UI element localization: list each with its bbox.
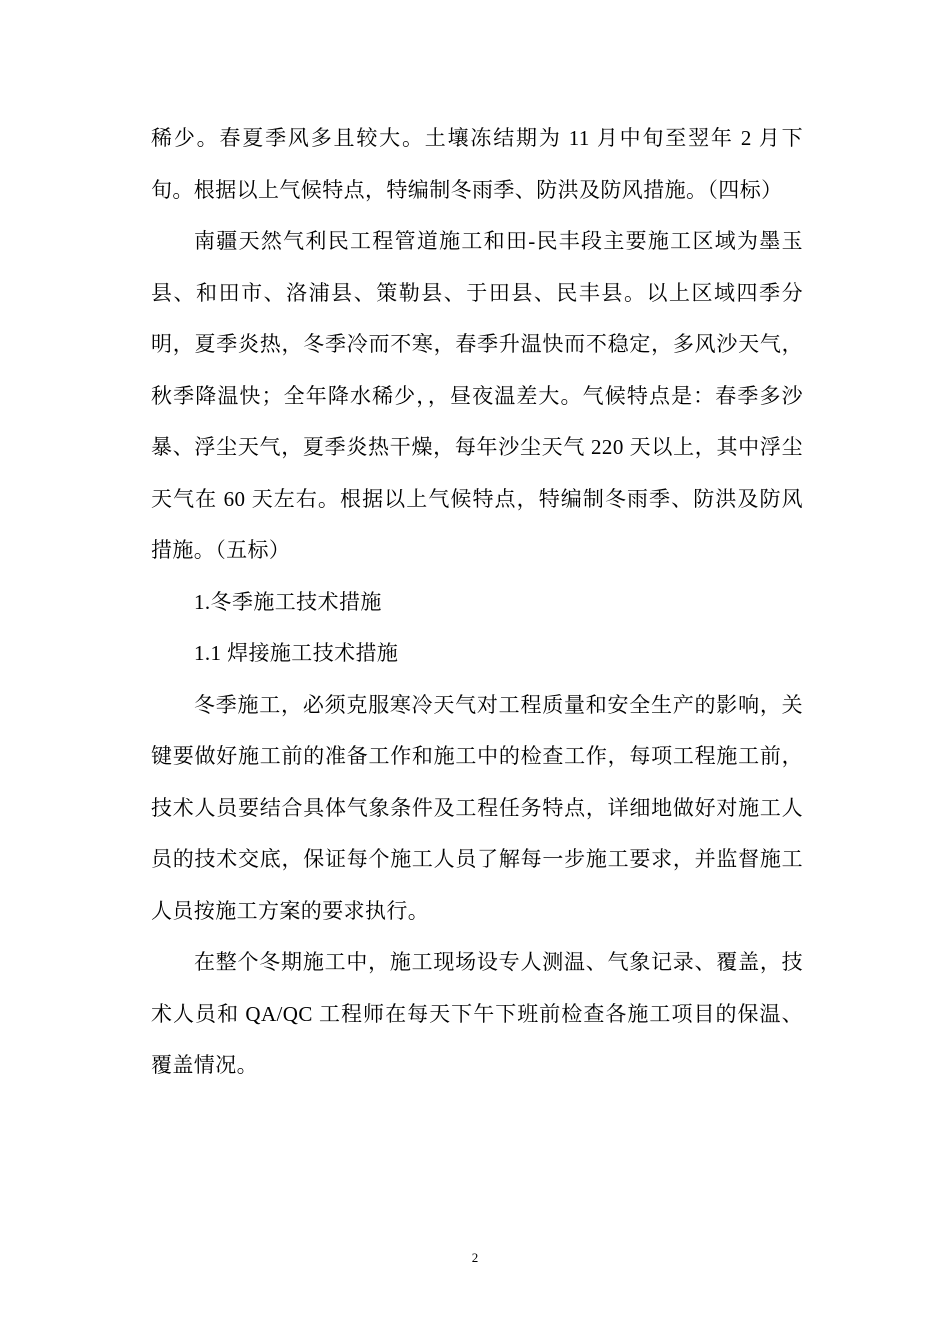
- paragraph-climate-section-five: 南疆天然气利民工程管道施工和田-民丰段主要施工区域为墨玉县、和田市、洛浦县、策勒县、于田县、民丰县。以上区域四季分明，夏季炎热，冬季冷而不寒，春季升温快而不稳定，多风沙天气，秋季降温快；全年降水稀少，，昼夜温差大。气候特点是：春季多沙暴、浮尘天气，夏季炎热干燥，每年沙尘天气 220 天以上，其中浮尘天气在 60 天左右。根据以上气候特点，特编制冬雨季、防洪及防风措施。（五标）: [151, 229, 803, 562]
- paragraph-winter-preparation: 冬季施工，必须克服寒冷天气对工程质量和安全生产的影响，关键要做好施工前的准备工作和施工中的检查工作，每项工程施工前，技术人员要结合具体气象条件及工程任务特点，详细地做好对施工人员的技术交底，保证每个施工人员了解每一步施工要求，并监督施工人员按施工方案的要求执行。: [151, 692, 803, 923]
- paragraph-temperature-monitoring: 在整个冬期施工中，施工现场设专人测温、气象记录、覆盖，技术人员和 QA/QC 工程师在每天下午下班前检查各施工项目的保温、覆盖情况。: [151, 950, 803, 1077]
- page-number: 2: [471, 1250, 479, 1265]
- paragraph-continued: 稀少。春夏季风多且较大。土壤冻结期为 11 月中旬至翌年 2 月下旬。根据以上气候特点，特编制冬雨季、防洪及防风措施。（四标）: [151, 126, 803, 202]
- heading-welding-measures: 1.1 焊接施工技术措施: [194, 641, 399, 665]
- heading-winter-construction: 1.冬季施工技术措施: [194, 589, 382, 614]
- body-text: [151, 113, 803, 1092]
